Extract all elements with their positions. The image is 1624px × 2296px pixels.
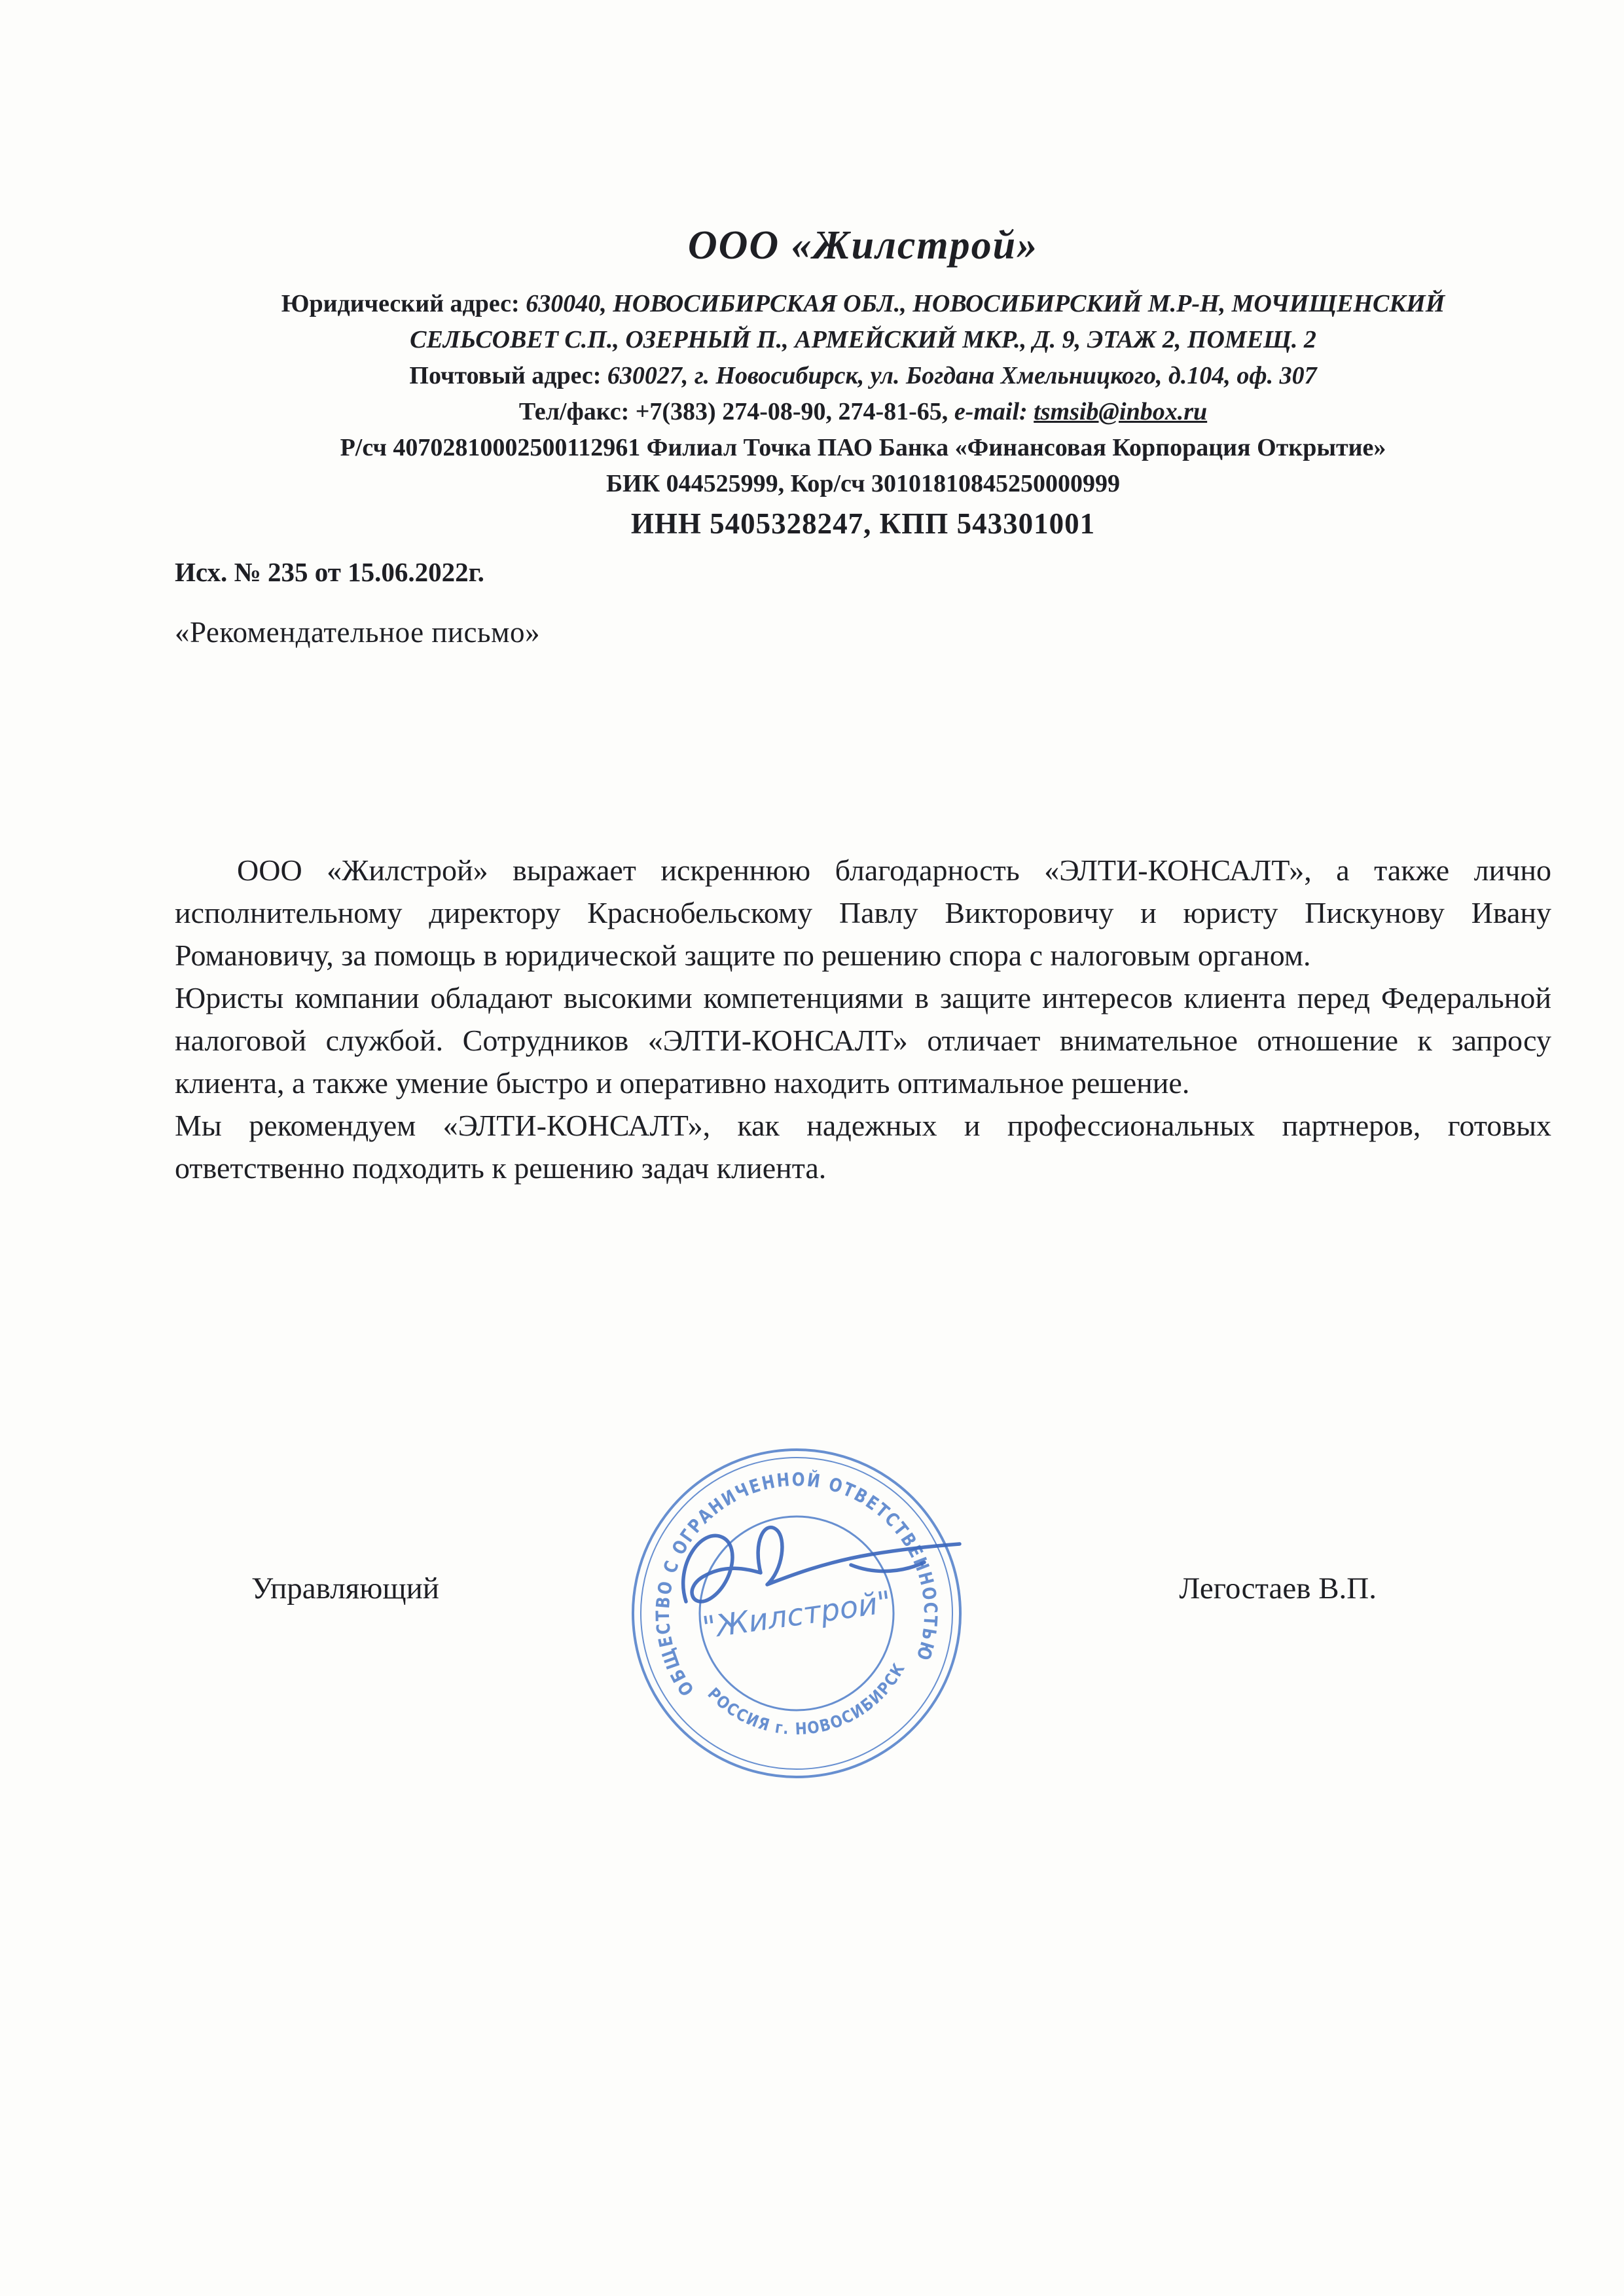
stamp-ring-text: ОБЩЕСТВО С ОГРАНИЧЕННОЙ ОТВЕТСТВЕННОСТЬЮ	[651, 1468, 942, 1700]
stamp-center-text: "Жилстрой"	[700, 1584, 893, 1645]
body-paragraph: Юристы компании обладают высокими компетенциями в защите интересов клиента перед Федеральной налоговой службой. Сотрудников «ЭЛТИ-КОНСАЛТ» отличает внимательное отношение к запросу клиента, а также умение быстро и оперативно находить оптимальное решение.	[175, 981, 1551, 1100]
email-address: tsmsib@inbox.ru	[1034, 398, 1208, 425]
phone-fax: Тел/факс: +7(383) 274-08-90, 274-81-65,	[518, 398, 948, 425]
body-paragraph: Мы рекомендуем «ЭЛТИ-КОНСАЛТ», как надежных и профессиональных партнеров, готовых ответственно подходить к решению задач клиента.	[175, 1109, 1551, 1185]
phone-fax-line	[175, 394, 1551, 430]
outgoing-number: Исх. № 235 от 15.06.2022г.	[175, 557, 484, 587]
email-label: e-mail:	[954, 398, 1028, 425]
handwritten-signature	[655, 1502, 982, 1646]
signer-position: Управляющий	[251, 1571, 439, 1605]
postal-address-value: 630027, г. Новосибирск, ул. Богдана Хмельницкого, д.104, оф. 307	[607, 362, 1317, 389]
postal-address	[175, 358, 1551, 394]
legal-address-value: 630040, НОВОСИБИРСКАЯ ОБЛ., НОВОСИБИРСКИЙ М.Р-Н, МОЧИЩЕНСКИЙ СЕЛЬСОВЕТ С.П., ОЗЕРНЫЙ П., АРМЕЙСКИЙ МКР., Д. 9, ЭТАЖ 2, ПОМЕЩ. 2	[410, 290, 1445, 353]
inn-kpp-line: ИНН 5405328247, КПП 543301001	[630, 507, 1096, 540]
letterhead	[175, 223, 1551, 542]
stamp-location-text: РОССИЯ г. НОВОСИБИРСК	[704, 1657, 910, 1739]
postal-address-label: Почтовый адрес:	[409, 362, 602, 389]
legal-address	[210, 286, 1516, 358]
svg-text:РОССИЯ г. НОВОСИБИРСК	[702, 1657, 916, 1751]
bank-account-line: Р/сч 40702810002500112961 Филиал Точка ПАО Банка «Финансовая Корпорация Открытие»	[340, 434, 1386, 461]
bik-line: БИК 044525999, Кор/сч 30101810845250000999	[605, 470, 1121, 497]
body-paragraph: ООО «Жилстрой» выражает искреннюю благодарность «ЭЛТИ-КОНСАЛТ», а также лично исполнительному директору Краснобельскому Павлу Викторовичу и юристу Пискунову Ивану Романовичу, за помощь в юридической защите по решению спора с налоговым органом.	[175, 853, 1551, 972]
signature-flick	[851, 1562, 924, 1571]
document-title: «Рекомендательное письмо»	[175, 616, 540, 649]
company-name: ООО «Жилстрой»	[687, 223, 1039, 268]
signer-name: Легостаев В.П.	[1179, 1571, 1377, 1605]
legal-address-label: Юридический адрес:	[281, 290, 520, 317]
letter-body	[175, 849, 1551, 1189]
